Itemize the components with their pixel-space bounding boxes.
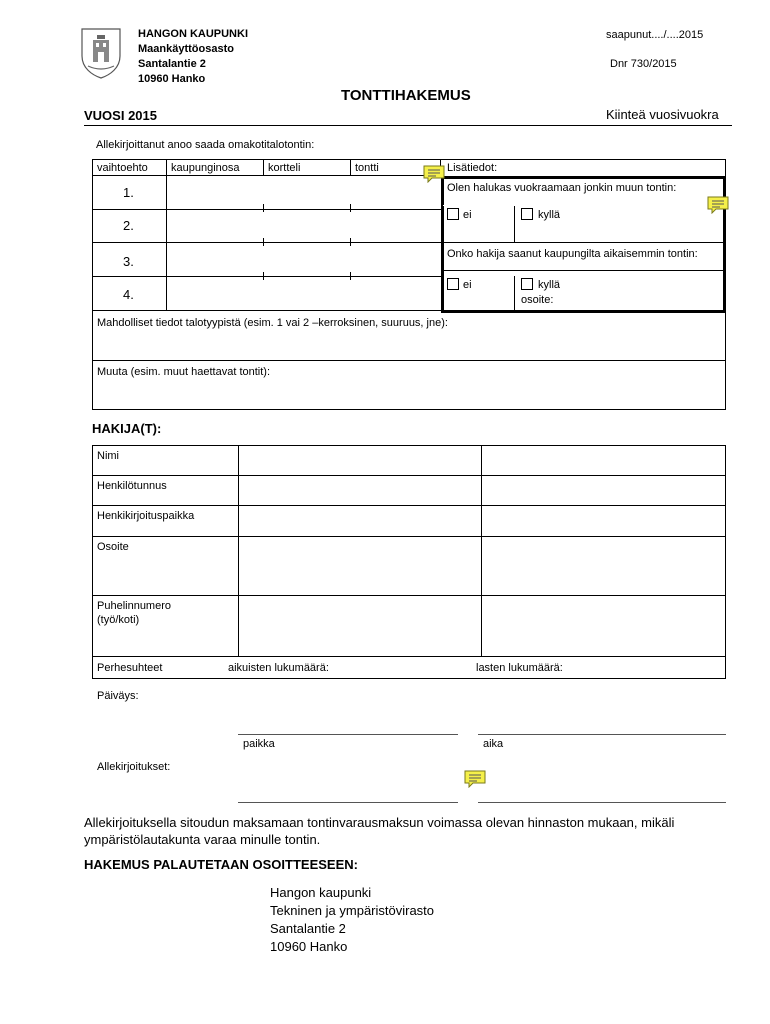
field-ssn-label: Henkilötunnus [97, 480, 167, 492]
children-count-label: lasten lukumäärä: [476, 662, 563, 674]
place-label: paikka [243, 738, 275, 750]
return-address-line1: Hangon kaupunki [270, 885, 372, 900]
plot-intro: Allekirjoittanut anoo saada omakotitalotontin: [96, 139, 315, 151]
house-type-label: Mahdolliset tiedot talotyypistä (esim. 1 vai 2 –kerroksinen, suuruus, jne): [97, 317, 448, 329]
time-label: aika [483, 738, 504, 750]
applicant2-name-input[interactable] [482, 446, 725, 475]
q1-yes-checkbox[interactable] [521, 208, 533, 220]
plot-row-3-input[interactable] [167, 243, 440, 276]
signatures-label: Allekirjoitukset: [97, 761, 171, 773]
return-heading: HAKEMUS PALAUTETAAN OSOITTEESEEN: [84, 857, 358, 872]
other-input[interactable] [93, 380, 725, 408]
family-label: Perhesuhteet [97, 662, 163, 674]
applicant1-ssn-input[interactable] [239, 476, 480, 505]
applicant1-name-input[interactable] [239, 446, 480, 475]
signature-line-2[interactable] [478, 802, 726, 803]
org-postcode: 10960 Hanko [138, 73, 206, 85]
applicant1-residence-input[interactable] [239, 506, 480, 536]
q2-yes-label: kyllä [538, 279, 561, 291]
return-address-line3: Santalantie 2 [270, 921, 346, 936]
q2-yes-checkbox[interactable] [521, 278, 533, 290]
applicant2-phone-input[interactable] [482, 596, 725, 656]
plot-row-4-input[interactable] [167, 277, 440, 310]
date-line[interactable] [478, 734, 726, 735]
applicant2-ssn-input[interactable] [482, 476, 725, 505]
applicant1-address-input[interactable] [239, 537, 480, 595]
field-phone-sub-label: (työ/koti) [97, 614, 140, 626]
q2-address-label: osoite: [521, 294, 554, 306]
question-previous-plot: Onko hakija saanut kaupungilta aikaisemmin tontin: [447, 248, 698, 260]
header-divider [84, 125, 732, 126]
field-name-label: Nimi [97, 450, 119, 462]
applicant2-residence-input[interactable] [482, 506, 725, 536]
year-label: VUOSI 2015 [84, 108, 157, 123]
col-header-plot: tontti [355, 162, 379, 174]
applicant2-address-input[interactable] [482, 537, 725, 595]
date-label: Päiväys: [97, 690, 139, 702]
applicants-heading: HAKIJA(T): [92, 421, 162, 436]
field-residence-label: Henkikirjoituspaikka [97, 510, 195, 522]
q1-yes-label: kyllä [538, 209, 561, 221]
field-phone-label: Puhelinnumero [97, 600, 171, 612]
org-department: Maankäyttöosasto [138, 43, 234, 55]
org-street: Santalantie 2 [138, 58, 206, 70]
row-label-1: 1. [123, 185, 134, 200]
signature-line-1[interactable] [238, 802, 458, 803]
q1-no-label: ei [463, 209, 472, 221]
q1-no-checkbox[interactable] [447, 208, 459, 220]
place-line[interactable] [238, 734, 458, 735]
row-label-2: 2. [123, 218, 134, 233]
lease-type: Kiinteä vuosivuokra [606, 107, 719, 122]
col-header-block: kortteli [268, 162, 301, 174]
dnr-number: Dnr 730/2015 [610, 58, 677, 70]
applicant1-phone-input[interactable] [239, 596, 480, 656]
house-type-input[interactable] [93, 331, 725, 359]
q2-no-label: ei [463, 279, 472, 291]
plot-row-1-input[interactable] [167, 176, 440, 209]
extra-info-box [441, 176, 726, 313]
comment-note-icon[interactable] [423, 165, 445, 183]
comment-note-icon[interactable] [707, 196, 729, 214]
return-address-line2: Tekninen ja ympäristövirasto [270, 903, 435, 918]
q2-no-checkbox[interactable] [447, 278, 459, 290]
coat-of-arms-logo [78, 26, 124, 80]
commitment-text-line1: Allekirjoituksella sitoudun maksamaan tontinvarausmaksun voimassa olevan hinnaston mukaan, mikäli [84, 815, 675, 830]
other-label: Muuta (esim. muut haettavat tontit): [97, 366, 271, 378]
received-date: saapunut..../....2015 [606, 29, 704, 41]
row-label-3: 3. [123, 254, 134, 269]
comment-note-icon[interactable] [464, 770, 486, 788]
field-address-label: Osoite [97, 541, 129, 553]
col-header-district: kaupunginosa [171, 162, 240, 174]
page-title: TONTTIHAKEMUS [341, 87, 471, 104]
row-label-4: 4. [123, 287, 134, 302]
adults-count-label: aikuisten lukumäärä: [228, 662, 329, 674]
question-other-plot: Olen halukas vuokraamaan jonkin muun tontin: [447, 182, 677, 194]
commitment-text-line2: ympäristölautakunta varaa minulle tontin. [84, 832, 321, 847]
col-header-extra-info: Lisätiedot: [447, 162, 498, 174]
plot-row-2-input[interactable] [167, 210, 440, 242]
return-address-line4: 10960 Hanko [270, 939, 348, 954]
org-name: HANGON KAUPUNKI [138, 28, 248, 40]
col-header-option: vaihtoehto [97, 162, 148, 174]
